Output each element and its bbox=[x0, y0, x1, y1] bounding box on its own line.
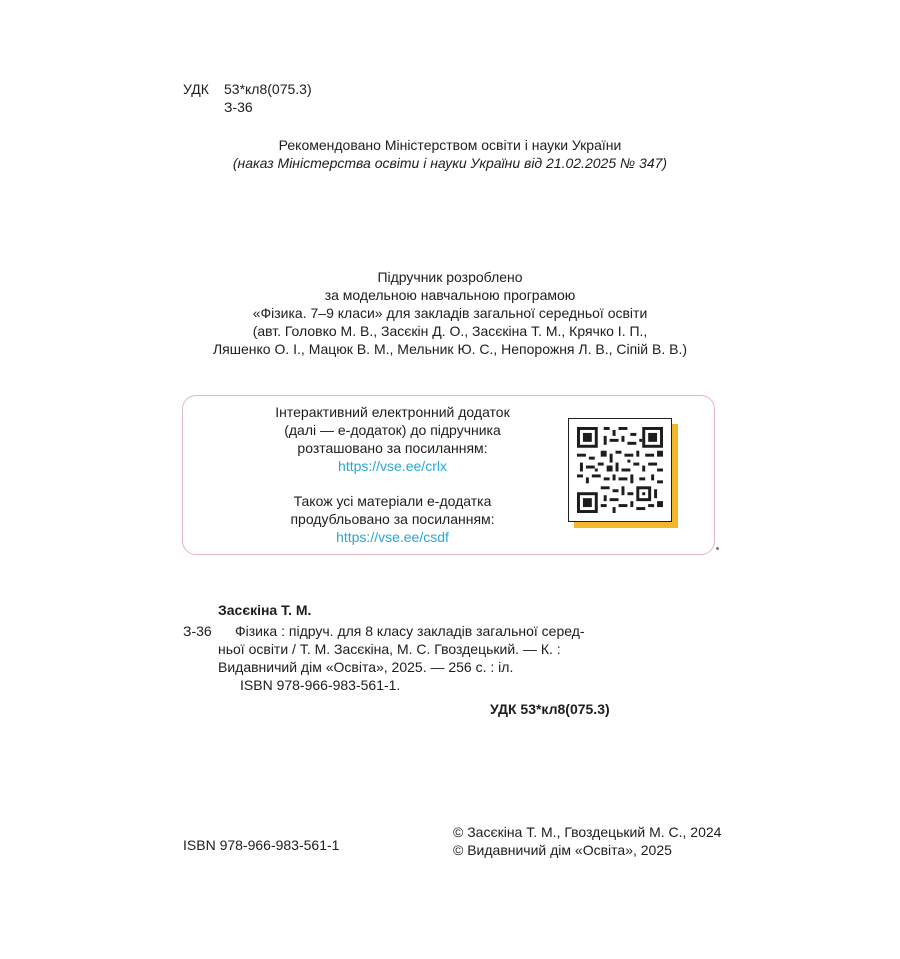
bibliography-description bbox=[218, 622, 585, 694]
decorative-dot bbox=[716, 547, 719, 550]
qr-code-icon[interactable] bbox=[568, 418, 672, 522]
bibliography-line: Видавничий дім «Освіта», 2025. — 256 с. : іл. bbox=[218, 659, 514, 675]
development-line: Підручник розроблено bbox=[377, 269, 523, 285]
development-line: (авт. Головко М. В., Засєкін Д. О., Засєкіна Т. М., Крячко І. П., bbox=[252, 323, 648, 339]
qr-code-graphic bbox=[577, 427, 663, 513]
addon-intro-line: Інтерактивний електронний додаток bbox=[275, 404, 510, 420]
recommendation-text: Рекомендовано Міністерством освіти і науки України bbox=[278, 137, 622, 153]
development-info bbox=[0, 268, 900, 358]
footer-isbn: ISBN 978-966-983-561-1 bbox=[183, 837, 340, 853]
bibliography-line: ISBN 978-966-983-561-1. bbox=[240, 677, 401, 693]
spacer bbox=[240, 475, 545, 492]
author-code: З-36 bbox=[224, 99, 253, 115]
copyright-block bbox=[453, 823, 721, 859]
copyright-line: © Засєкіна Т. М., Гвоздецький М. С., 2024 bbox=[453, 824, 722, 840]
bibliography-line: ньої освіти / Т. М. Засєкіна, М. С. Гвоздецький. — К. : bbox=[218, 641, 561, 657]
development-line: «Фізика. 7–9 класи» для закладів загальної середньої освіти bbox=[252, 305, 648, 321]
addon-dup-line: продубльовано за посиланням: bbox=[290, 511, 495, 527]
addon-dup-line: Також усі матеріали е-додатка bbox=[293, 493, 492, 509]
bibliography-udk: УДК 53*кл8(075.3) bbox=[490, 701, 610, 717]
development-line: за модельною навчальною програмою bbox=[324, 287, 576, 303]
copyright-line: © Видавничий дім «Освіта», 2025 bbox=[453, 842, 672, 858]
addon-link-primary[interactable]: https://vse.ee/crlx bbox=[338, 458, 447, 474]
bibliography-author: Засєкіна Т. М. bbox=[218, 602, 312, 618]
addon-link-secondary[interactable]: https://vse.ee/csdf bbox=[336, 529, 449, 545]
addon-box-text bbox=[240, 403, 545, 546]
development-line: Ляшенко О. І., Мацюк В. М., Мельник Ю. С., Непорожня Л. В., Сіпій В. В.) bbox=[212, 341, 687, 357]
addon-intro-line: розташовано за посиланням: bbox=[297, 440, 488, 456]
bibliography-code: З-36 bbox=[183, 623, 212, 639]
addon-intro-line: (далі — е-додаток) до підручника bbox=[284, 422, 501, 438]
bibliography-line: Фізика : підруч. для 8 класу закладів загальної серед- bbox=[235, 623, 585, 639]
udk-code: 53*кл8(075.3) bbox=[224, 81, 312, 97]
udk-label: УДК bbox=[183, 81, 209, 97]
recommendation-order: (наказ Міністерства освіти і науки України від 21.02.2025 № 347) bbox=[232, 155, 668, 171]
